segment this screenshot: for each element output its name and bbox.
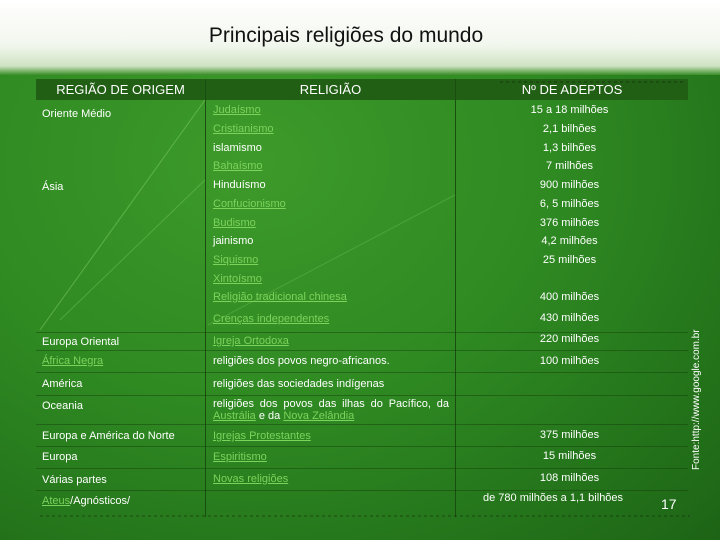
adherents-negro-africanos: 100 milhões [539,355,600,367]
adherents-judaismo: 15 a 18 milhões [530,104,609,116]
religion-sociedades-indigenas: religiões das sociedades indígenas [213,378,385,390]
religion-novas-religioes-link[interactable]: Novas religiões [213,473,289,485]
adherents-jainismo: 4,2 milhões [541,235,598,247]
religion-igrejas-protestantes-link[interactable]: Igrejas Protestantes [213,430,311,442]
row-separator [36,446,688,447]
religion-tradicional-chinesa-link[interactable]: Religião tradicional chinesa [213,291,347,303]
religion-espiritismo-link[interactable]: Espiritismo [213,451,267,463]
adherents-protestantes: 375 milhões [539,429,600,441]
pacifico-text: religiões dos povos das ilhas do Pacífico, da [213,398,449,410]
religion-siquismo-link[interactable]: Siquismo [213,254,259,266]
e-da-text: e da [255,410,284,422]
row-separator [36,372,688,373]
nova-zelandia-link[interactable]: Nova Zelândia [283,410,355,422]
religion-xintoismo-link[interactable]: Xintoísmo [213,273,262,285]
row-separator [36,468,688,469]
religion-povos-ilhas-pacifico [213,398,449,422]
religion-bahaismo-link[interactable]: Bahaísmo [213,160,263,172]
religion-cristianismo-link[interactable]: Cristianismo [213,123,274,135]
region-oriente-medio: Oriente Médio [42,108,112,120]
region-europa: Europa [42,451,78,463]
religion-jainismo: jainismo [213,235,254,247]
row-separator [36,395,688,396]
religion-crencas-independentes-link[interactable]: Crenças independentes [213,313,330,325]
region-asia: Ásia [42,181,64,193]
adherents-bahaismo: 7 milhões [545,160,594,172]
ateus-link[interactable]: Ateus [42,495,71,507]
region-europa-oriental: Europa Oriental [42,336,120,348]
header-religion: RELIGIÃO [206,79,455,100]
adherents-novas-religioes: 108 milhões [539,472,600,484]
adherents-igreja-ortodoxa: 220 milhões [539,333,600,345]
adherents-ateus-agnosticos: de 780 milhões a 1,1 bilhões [483,492,624,504]
region-africa-negra-link[interactable]: África Negra [42,355,104,367]
adherents-tradicional-chinesa: 400 milhões [539,291,600,303]
religion-igreja-ortodoxa-link[interactable]: Igreja Ortodoxa [213,335,289,347]
source-credit: Fonte:http://www.google.com.br [691,329,702,470]
agnosticos-text: /Agnósticos/ [70,495,131,507]
row-separator [36,490,688,491]
religion-judaismo-link[interactable]: Judaísmo [213,104,261,116]
adherents-crencas-independentes: 430 milhões [539,312,600,324]
adherents-budismo: 376 milhões [539,217,600,229]
region-europa-america-norte: Europa e América do Norte [42,430,175,442]
religion-budismo-link[interactable]: Budismo [213,217,256,229]
page-number: 17 [661,496,677,512]
adherents-cristianismo: 2,1 bilhões [542,123,597,135]
adherents-espiritismo: 15 milhões [542,450,597,462]
adherents-siquismo: 25 milhões [542,254,597,266]
row-separator [36,424,688,425]
australia-link[interactable]: Austrália [213,410,256,422]
region-ateus-agnosticos [42,495,130,507]
page-title: Principais religiões do mundo [208,24,484,47]
adherents-confucionismo: 6, 5 milhões [539,198,600,210]
religion-confucionismo-link[interactable]: Confucionismo [213,198,286,210]
religion-islamismo: islamismo [213,142,262,154]
religion-povos-negro-africanos: religiões dos povos negro-africanos. [213,355,390,367]
header-adherents: Nº DE ADEPTOS [456,79,688,100]
row-separator [36,350,688,351]
region-america: América [42,378,83,390]
religion-hinduismo: Hinduísmo [213,179,266,191]
adherents-hinduismo: 900 milhões [539,179,600,191]
region-varias-partes: Várias partes [42,474,107,486]
adherents-islamismo: 1,3 bilhões [542,142,597,154]
header-region-of-origin: REGIÃO DE ORIGEM [36,79,205,100]
region-oceania: Oceania [42,400,83,412]
